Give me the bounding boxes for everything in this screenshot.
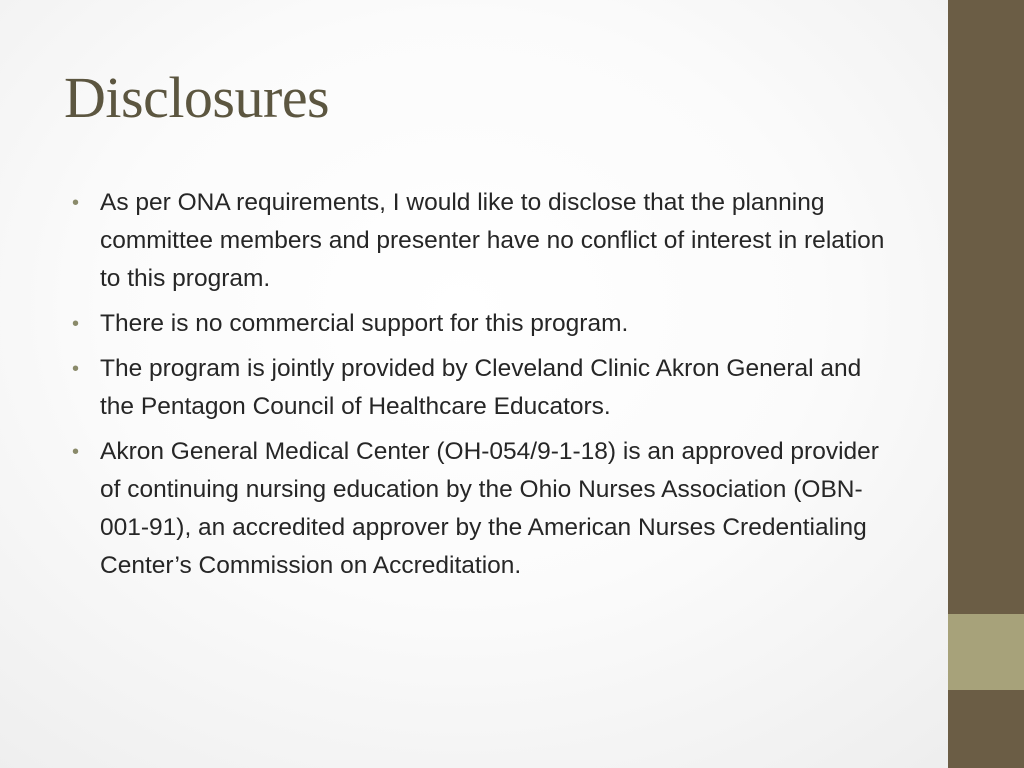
bullet-icon: •	[72, 192, 80, 214]
slide-title: Disclosures	[64, 65, 330, 130]
bullet-item	[72, 184, 902, 298]
bullet-list	[72, 184, 902, 592]
bullet-text: The program is jointly provided by Cleveland Clinic Akron General and the Pentagon Council of Healthcare Educators.	[100, 355, 862, 420]
bullet-icon: •	[72, 358, 80, 380]
bullet-item	[72, 305, 902, 343]
bullet-text: Akron General Medical Center (OH-054/9-1-18) is an approved provider of continuing nursing education by the Ohio Nurses Association (OBN-001-91), an accredited approver by the American Nurses Credentialing Center’s Commission on Accreditation.	[100, 438, 879, 579]
bullet-item	[72, 433, 902, 585]
bullet-text: As per ONA requirements, I would like to disclose that the planning committee members and presenter have no conflict of interest in relation to this program.	[100, 189, 885, 292]
bullet-icon: •	[72, 313, 80, 335]
sidebar-accent-block	[948, 614, 1024, 690]
bullet-icon: •	[72, 441, 80, 463]
bullet-text: There is no commercial support for this program.	[100, 310, 629, 337]
decorative-sidebar	[948, 0, 1024, 768]
bullet-item	[72, 350, 902, 426]
